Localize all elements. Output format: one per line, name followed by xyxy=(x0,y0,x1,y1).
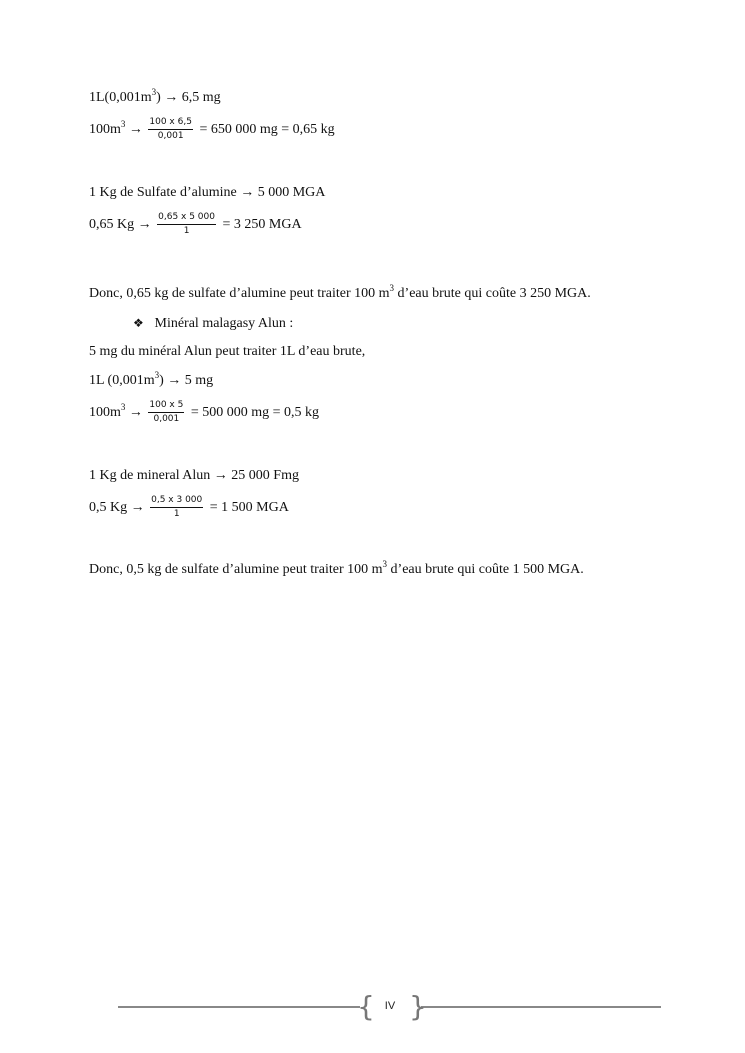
equation-1l-to-mg-alun xyxy=(89,370,214,389)
left-brace-icon: { xyxy=(357,990,375,1023)
equation-result: = 650 000 mg = 0,65 kg xyxy=(199,122,335,137)
conclusion-sulfate xyxy=(89,283,591,302)
fraction xyxy=(150,495,203,520)
page-number: IV xyxy=(384,1000,396,1012)
superscript: 3 xyxy=(389,283,395,293)
footer-rule-right xyxy=(421,1006,661,1008)
conclusion-text: Donc, 0,5 kg de sulfate d’alumine peut traiter 100 m xyxy=(89,562,383,577)
superscript: 3 xyxy=(154,370,160,380)
arrow-text: → xyxy=(125,405,143,420)
fraction-denominator: 0,001 xyxy=(153,414,180,425)
arrow-text: → xyxy=(125,122,143,137)
equation-100m3-conversion-alun xyxy=(89,398,319,428)
price-sulfate-alumine xyxy=(89,185,325,201)
fraction xyxy=(157,212,216,237)
fraction-numerator: 0,65 x 5 000 xyxy=(157,212,216,225)
equation-result: = 1 500 MGA xyxy=(209,500,289,515)
equation-text: 1L(0,001m xyxy=(89,90,152,105)
equation-text: 0,65 Kg → xyxy=(89,217,152,232)
price-text: 1 Kg de mineral Alun → 25 000 Fmg xyxy=(89,468,299,483)
price-text: 1 Kg de Sulfate d’alumine → 5 000 MGA xyxy=(89,185,326,200)
fraction xyxy=(148,117,193,142)
fraction-denominator: 0,001 xyxy=(157,131,184,142)
superscript: 3 xyxy=(120,119,126,129)
equation-text: 0,5 Kg → xyxy=(89,500,145,515)
equation-text: ) → 6,5 mg xyxy=(156,90,221,105)
equation-text: 1L (0,001m xyxy=(89,373,155,388)
equation-result: = 3 250 MGA xyxy=(222,217,302,232)
paragraph-text: 5 mg du minéral Alun peut traiter 1L d’eau brute, xyxy=(89,344,366,359)
equation-cost-alun xyxy=(89,493,289,523)
conclusion-alun xyxy=(89,559,584,578)
alun-treatment-line xyxy=(89,344,365,360)
superscript: 3 xyxy=(382,559,388,569)
equation-result: = 500 000 mg = 0,5 kg xyxy=(190,405,320,420)
superscript: 3 xyxy=(120,402,126,412)
conclusion-text: d’eau brute qui coûte 3 250 MGA. xyxy=(394,286,591,301)
fraction-denominator: 1 xyxy=(183,226,190,237)
fraction-numerator: 100 x 5 xyxy=(148,400,184,413)
fraction-numerator: 0,5 x 3 000 xyxy=(150,495,203,508)
fraction-numerator: 100 x 6,5 xyxy=(148,117,193,130)
fraction xyxy=(148,400,184,425)
conclusion-text: Donc, 0,65 kg de sulfate d’alumine peut traiter 100 m xyxy=(89,286,390,301)
right-brace-icon: } xyxy=(409,990,427,1023)
conclusion-text: d’eau brute qui coûte 1 500 MGA. xyxy=(387,562,584,577)
footer-rule-left xyxy=(118,1006,360,1008)
diamond-bullet-icon: ❖ xyxy=(133,316,144,330)
bullet-heading-text: Minéral malagasy Alun : xyxy=(154,316,294,331)
equation-text: 100m xyxy=(89,405,121,420)
equation-cost-sulfate xyxy=(89,210,302,240)
bullet-heading-alun xyxy=(133,315,293,332)
equation-100m3-conversion xyxy=(89,115,335,145)
equation-text: ) → 5 mg xyxy=(159,373,214,388)
equation-1l-to-mg xyxy=(89,87,221,106)
superscript: 3 xyxy=(151,87,157,97)
price-mineral-alun xyxy=(89,468,299,484)
equation-text: 100m xyxy=(89,122,121,137)
fraction-denominator: 1 xyxy=(173,509,180,520)
